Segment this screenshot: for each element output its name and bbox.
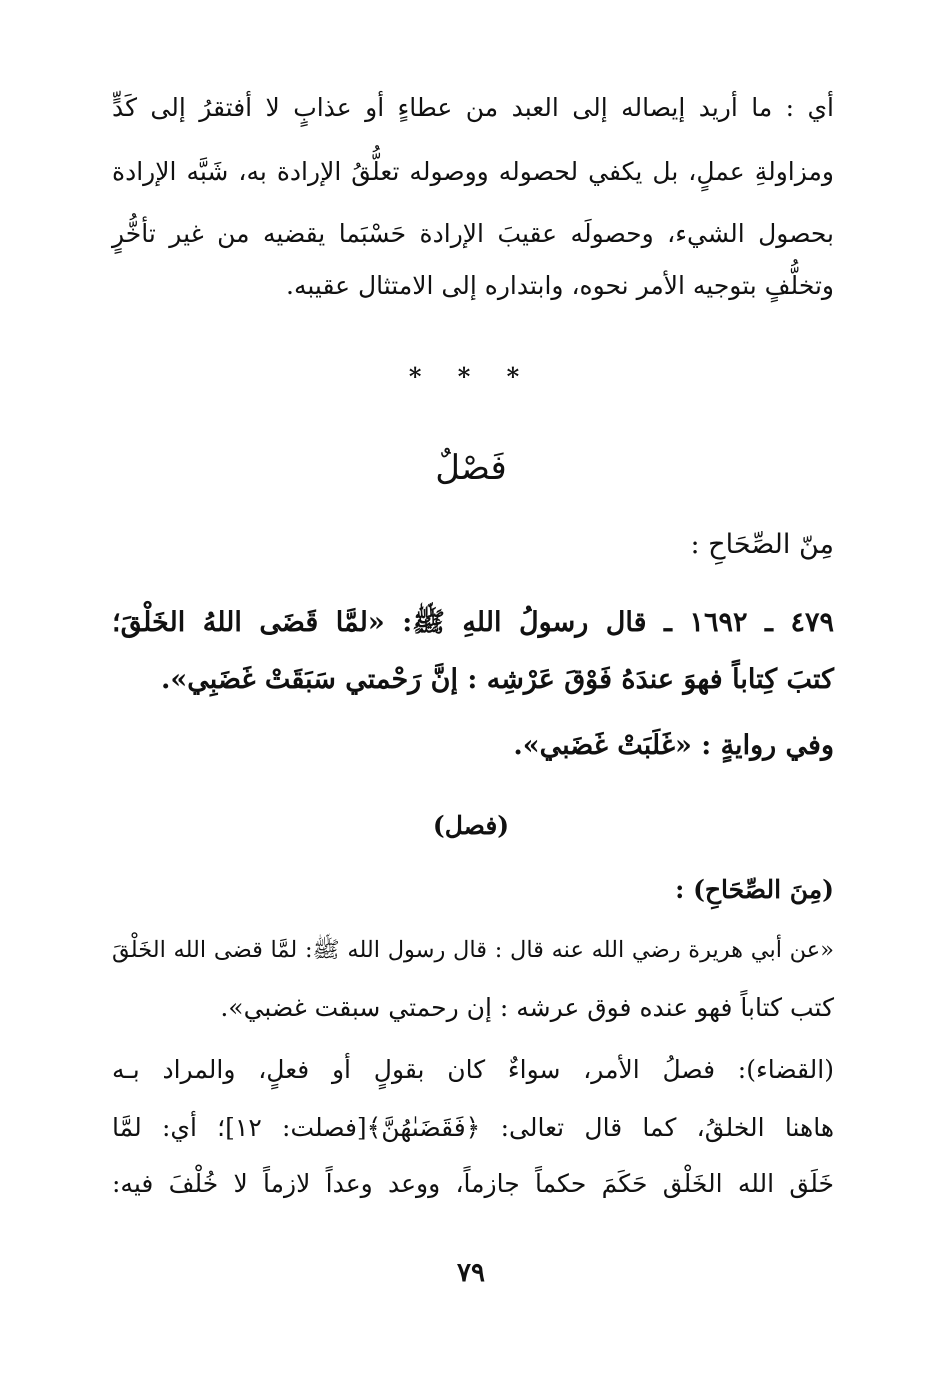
commentary-bottom-line-4: هاهنا الخلقُ، كما قال تعالى: ﴿فَقَضَىٰهُنَّ﴾[فصلت: ١٢]؛ أي: لمَّا	[112, 1113, 834, 1142]
hadith-line-3: وفي روايةٍ : «غَلَبَتْ غَضَبي».	[513, 730, 834, 761]
commentary-top-line-1: أي : ما أريد إيصاله إلى العبد من عطاءٍ أو عذابٍ لا أفتقرُ إلى كَدٍّ	[112, 93, 834, 122]
commentary-top-line-3: بحصول الشيء، وحصولَه عقيبَ الإرادة حَسْبَما يقضيه من غير تأخُّرٍ	[112, 219, 834, 248]
hadith-line-1: ٤٧٩ ـ ١٦٩٢ ـ قال رسولُ اللهِ ﷺ: «لمَّا قَضَى اللهُ الخَلْقَ؛	[112, 607, 835, 638]
source-heading: مِنّ الصِّحَاحِ :	[690, 529, 834, 560]
commentary-bottom-line-2: كتب كتاباً فهو عنده فوق عرشه : إن رحمتي سبقت غضبي».	[220, 993, 834, 1022]
separator-stars: * * *	[408, 362, 534, 391]
section-title: فَصْلٌ	[435, 448, 507, 488]
commentary-bottom-line-5: خَلَق الله الخَلْق حَكَمَ حكماً جازماً، ووعد وعداً لازماً لا خُلْفَ فيه:	[112, 1169, 834, 1198]
page-number: ٧٩	[457, 1258, 485, 1288]
commentary-bottom-line-1: «عن أبي هريرة رضي الله عنه قال : قال رسول الله ﷺ: لمَّا قضى الله الخَلْقَ	[112, 937, 834, 963]
commentary-top-line-4: وتخلُّفٍ بتوجيه الأمر نحوه، وابتداره إلى الامتثال عقيبه.	[286, 271, 834, 300]
commentary-source-heading: (مِنَ الصِّحَاحِ) :	[675, 875, 834, 904]
commentary-top-line-2: ومزاولةِ عملٍ، بل يكفي لحصوله ووصوله تعلُّقُ الإرادة به، شَبَّه الإرادة	[112, 157, 834, 186]
commentary-section-heading: (فصل)	[432, 811, 510, 840]
hadith-line-2: كتبَ كِتاباً فهوَ عندَهُ فَوْقَ عَرْشِه : إنَّ رَحْمتي سَبَقَتْ غَضَبِي».	[161, 664, 834, 695]
commentary-bottom-line-3: (القضاء): فصلُ الأمر، سواءٌ كان بقولٍ أو فعلٍ، والمراد بـه	[112, 1055, 834, 1084]
